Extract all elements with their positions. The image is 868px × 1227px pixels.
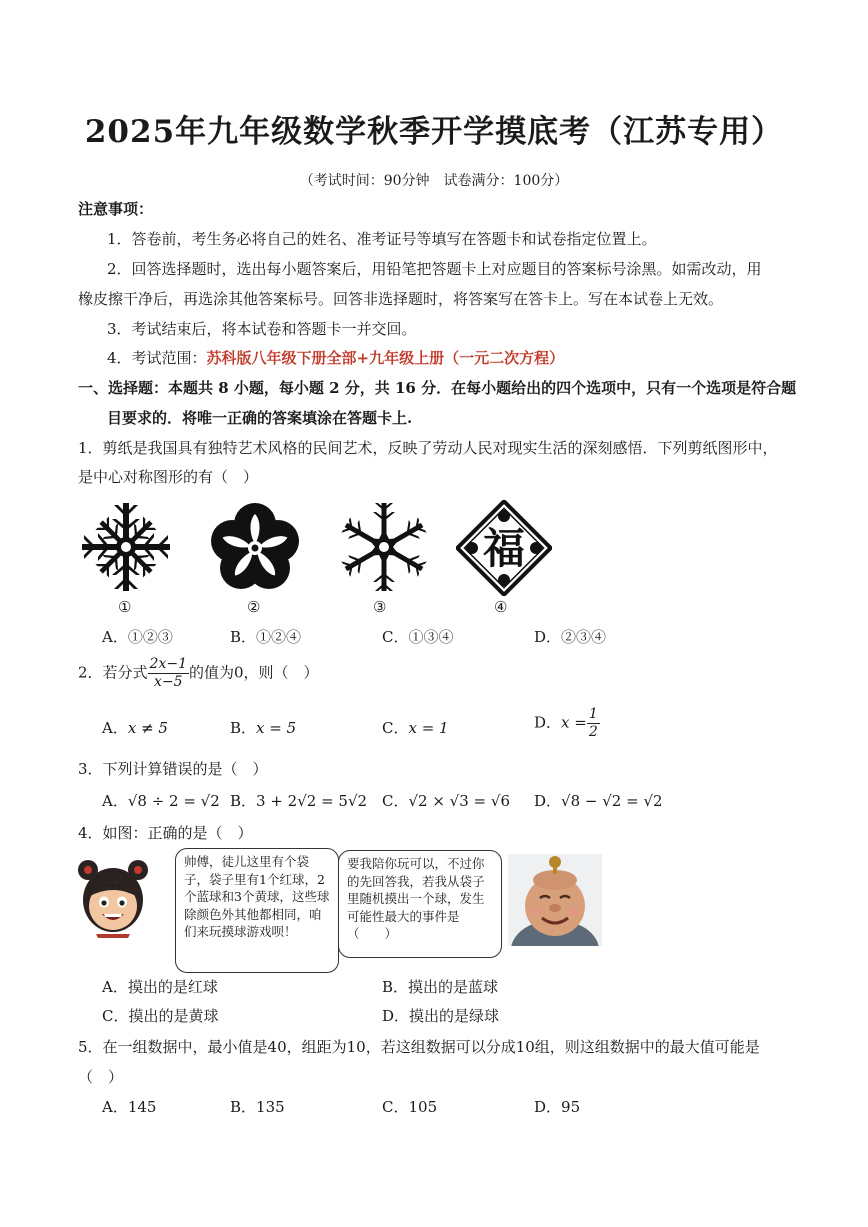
q2-stem <box>78 656 319 691</box>
section-heading-cont: 目要求的．将唯一正确的答案填涂在答题卡上. <box>107 409 413 427</box>
q2-option-a-label: A． <box>102 719 128 737</box>
figure-label-4: ④ <box>494 598 508 616</box>
notice-heading: 注意事项： <box>78 200 154 218</box>
cartoon-girl-avatar <box>76 856 150 938</box>
figure-label-1: ① <box>118 598 132 616</box>
q2-fraction <box>148 656 189 691</box>
exam-scope: 苏科版八年级下册全部+九年级上册（一元二次方程） <box>206 349 565 367</box>
q1-stem: 1．剪纸是我国具有独特艺术风格的民间艺术，反映了劳动人民对现实生活的深刻感悟．下列剪纸图形中， <box>78 439 778 457</box>
q2-option-b-label: B． <box>230 719 257 737</box>
q4-option-a[interactable]: A．摸出的是红球 <box>102 978 218 996</box>
notice-item-4-prefix: 4．考试范围： <box>107 349 207 367</box>
q2-option-c-label: C． <box>382 719 409 737</box>
q2-option-d-den: 2 <box>588 724 598 740</box>
q5-option-d[interactable]: D．95 <box>534 1098 581 1116</box>
q2-option-c[interactable] <box>382 717 449 738</box>
speech-bubble-left: 帅傅，徒儿这里有个袋子，袋子里有1个红球，2个蓝球和3个黄球，这些球除颜色外其他都相同，咱们来玩摸球游戏呗！ <box>175 848 339 973</box>
papercut-fu-character <box>456 500 552 596</box>
section-heading: 一、选择题：本题共 8 小题，每小题 2 分，共 16 分．在每小题给出的四个选项中，只有一个选项是符合题 <box>78 379 797 397</box>
q4-stem: 4．如图：正确的是（ ） <box>78 824 253 842</box>
cartoon-master-avatar <box>508 854 602 946</box>
q2-option-d-fraction <box>587 706 600 741</box>
q2-option-a-math: x ≠ 5 <box>127 719 168 737</box>
q2-option-d[interactable] <box>534 706 600 741</box>
q3-stem: 3．下列计算错误的是（ ） <box>78 760 268 778</box>
speech-bubble-right: 要我陪你玩可以，不过你的先回答我，若我从袋子里随机摸出一个球，发生可能性最大的事件是（ ） <box>338 850 502 958</box>
page-title: 2025年九年级数学秋季开学摸底考（江苏专用） <box>84 114 784 150</box>
q5-stem: 5．在一组数据中，最小值是40，组距为10，若这组数据可以分成10组，则这组数据中的最大值可能是 <box>78 1038 760 1056</box>
fu-glyph: 福 <box>482 524 526 573</box>
papercut-flower <box>208 502 302 594</box>
figure-label-3: ③ <box>373 598 387 616</box>
q4-option-c[interactable]: C．摸出的是黄球 <box>102 1007 219 1025</box>
q4-option-b[interactable]: B．摸出的是蓝球 <box>382 978 499 996</box>
q3-option-a[interactable]: A．√8 ÷ 2 = √2 <box>102 792 220 810</box>
q2-option-d-num: 1 <box>588 706 598 722</box>
figure-label-2: ② <box>247 598 261 616</box>
q2-suffix: 的值为0，则（ ） <box>189 663 319 682</box>
q3-option-b[interactable]: B．3 + 2√2 = 5√2 <box>230 792 368 810</box>
notice-item-2: 2．回答选择题时，选出每小题答案后，用铅笔把答题卡上对应题目的答案标号涂黑。如需改动，用 <box>107 260 762 278</box>
q2-option-b-math: x = 5 <box>256 719 297 737</box>
q2-option-c-math: x = 1 <box>408 719 449 737</box>
notice-item-3: 3．考试结束后，将本试卷和答题卡一并交回。 <box>107 320 417 338</box>
q1-stem-cont: 是中心对称图形的有（ ） <box>78 468 259 486</box>
q4-option-d[interactable]: D．摸出的是绿球 <box>382 1007 500 1025</box>
q2-option-b[interactable] <box>230 717 296 738</box>
q2-option-a[interactable] <box>102 717 168 738</box>
q2-prefix: 2．若分式 <box>78 663 148 682</box>
q1-option-d[interactable]: D．②③④ <box>534 628 607 646</box>
q2-option-d-math: x = <box>561 713 587 732</box>
notice-item-2-cont: 橡皮擦干净后，再选涂其他答案标号。回答非选择题时，将答案写在答卡上。写在本试卷上无效。 <box>78 290 724 308</box>
q2-numerator: 2x−1 <box>149 656 187 672</box>
q5-option-c[interactable]: C．105 <box>382 1098 438 1116</box>
notice-item-1: 1．答卷前，考生务必将自己的姓名、准考证号等填写在答题卡和试卷指定位置上。 <box>107 230 657 248</box>
papercut-snowflake-2 <box>336 500 432 594</box>
q5-stem-cont: （ ） <box>78 1068 124 1086</box>
q2-option-d-label: D． <box>534 713 562 732</box>
q5-option-b[interactable]: B．135 <box>230 1098 285 1116</box>
q2-denominator: x−5 <box>154 674 183 690</box>
q3-option-c[interactable]: C．√2 × √3 = √6 <box>382 792 510 810</box>
q1-option-c[interactable]: C．①③④ <box>382 628 454 646</box>
notice-item-4 <box>107 347 564 368</box>
q1-option-b[interactable]: B．①②④ <box>230 628 302 646</box>
q5-option-a[interactable]: A．145 <box>102 1098 157 1116</box>
q3-option-d[interactable]: D．√8 − √2 = √2 <box>534 792 663 810</box>
q1-option-a[interactable]: A．①②③ <box>102 628 173 646</box>
papercut-snowflake-1 <box>78 500 174 594</box>
exam-info: （考试时间：90分钟 试卷满分：100分） <box>299 173 569 189</box>
